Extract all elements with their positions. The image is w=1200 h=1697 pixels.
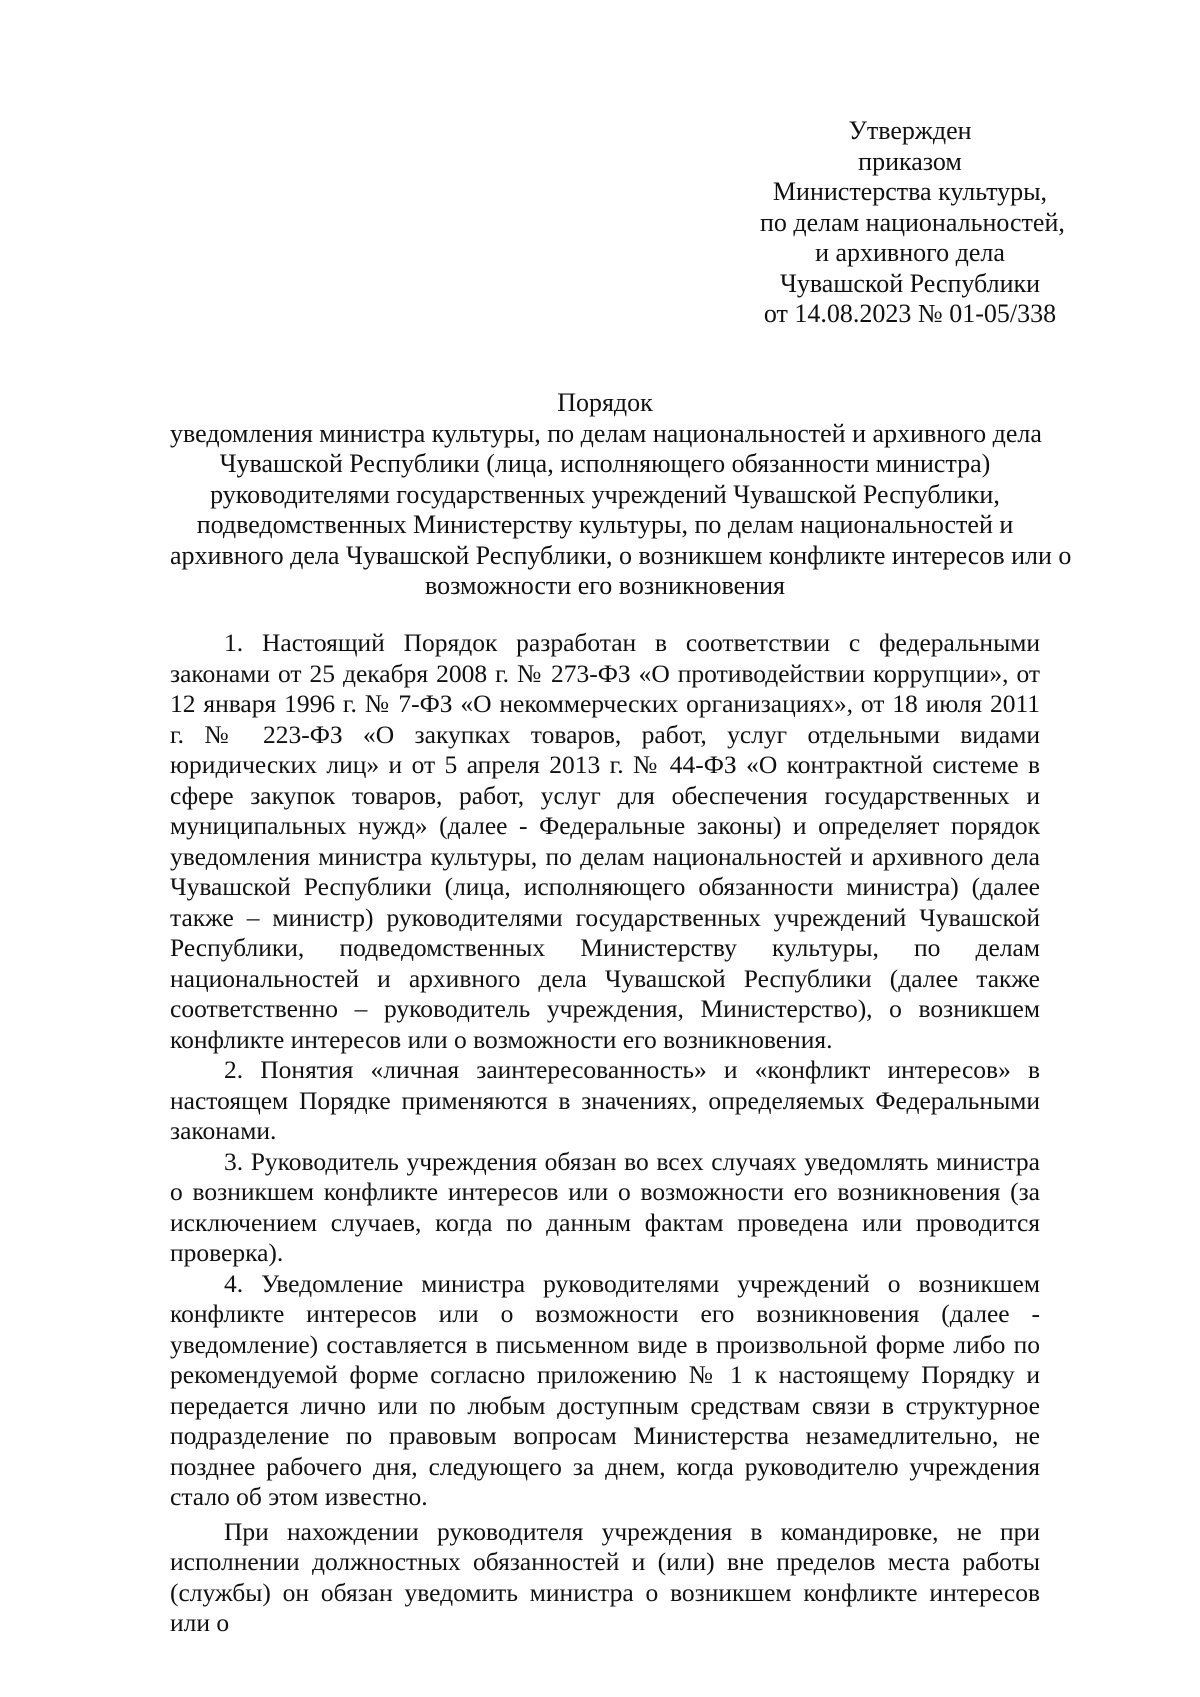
title-heading: Порядок (557, 388, 653, 417)
document-body (170, 628, 1040, 1639)
paragraph-4-continuation: При нахождении руководителя учреждения в командировке, не при исполнении должностных обязанностей и (или) вне пределов места работы (службы) он обязан уведомить министра о возникшем конфликте интересов или о (170, 1516, 1040, 1637)
paragraph-2: 2. Понятия «личная заинтересованность» и «конфликт интересов» в настоящем Порядке применяются в значениях, определяемых Федеральными законами. (170, 1055, 1040, 1145)
approval-line: Министерства культуры, (772, 177, 1048, 206)
paragraph-3: 3. Руководитель учреждения обязан во всех случаях уведомлять министра о возникшем конфликте интересов или о возможности его возникновения (за исключением случаев, когда по данным фактам проведена или проводится проверка). (170, 1146, 1040, 1267)
title-line: подведомственных Министерству культуры, по делам национальностей и (196, 510, 1014, 539)
paragraph-1: 1. Настоящий Порядок разработан в соответствии с федеральными законами от 25 декабря 2008 г. № 273-ФЗ «О противодействии коррупции», от 12 января 1996 г. № 7-ФЗ «О некоммерческих организациях», от 18 июля 2011 г. № 223-ФЗ «О закупках товаров, работ, услуг отдельными видами юридических лиц» и от 5 апреля 2013 г. № 44-ФЗ «О контрактной системе в сфере закупок товаров, работ, услуг для обеспечения государственных и муниципальных нужд» (далее - Федеральные законы) и определяет порядок уведомления министра культуры, по делам национальностей и архивного дела Чувашской Республики (лица, исполняющего обязанности министра) (далее также – министр) руководителями государственных учреждений Чувашской Республики, подведомственных Министерству культуры, по делам национальностей и архивного дела Чувашской Республики (далее также соответственно – руководитель учреждения, Министерство), о возникшем конфликте интересов или о возможности его возникновения. (170, 628, 1040, 1054)
approval-date-number: от 14.08.2023 № 01-05/338 (763, 299, 1057, 328)
title-line: возможности его возникновения (425, 571, 785, 600)
approval-line: приказом (858, 146, 962, 176)
document-title (170, 388, 1072, 602)
title-line: руководителями государственных учреждений Чувашской Республики, (210, 479, 1000, 509)
approval-stamp (760, 116, 1065, 330)
approval-line: и архивного дела (815, 238, 1005, 267)
approval-line: по делам национальностей, (760, 207, 1065, 237)
paragraph-4: 4. Уведомление министра руководителями учреждений о возникшем конфликте интересов или о возможности его возникновения (далее - уведомление) составляется в письменном виде в произвольной форме либо по рекомендуемой форме согласно приложению № 1 к настоящему Порядку и передается лично или по любым доступным средствам связи в структурное подразделение по правовым вопросам Министерства незамедлительно, не позднее рабочего дня, следующего за днем, когда руководителю учреждения стало об этом известно. (170, 1268, 1040, 1511)
approval-line: Утвержден (848, 116, 972, 145)
title-line: архивного дела Чувашской Республики, о возникшем конфликте интересов или о (170, 540, 1072, 570)
title-line: Чувашской Республики (лица, исполняющего обязанности министра) (219, 449, 991, 478)
approval-line: Чувашской Республики (779, 268, 1041, 298)
title-line: уведомления министра культуры, по делам национальностей и архивного дела (170, 418, 1042, 448)
